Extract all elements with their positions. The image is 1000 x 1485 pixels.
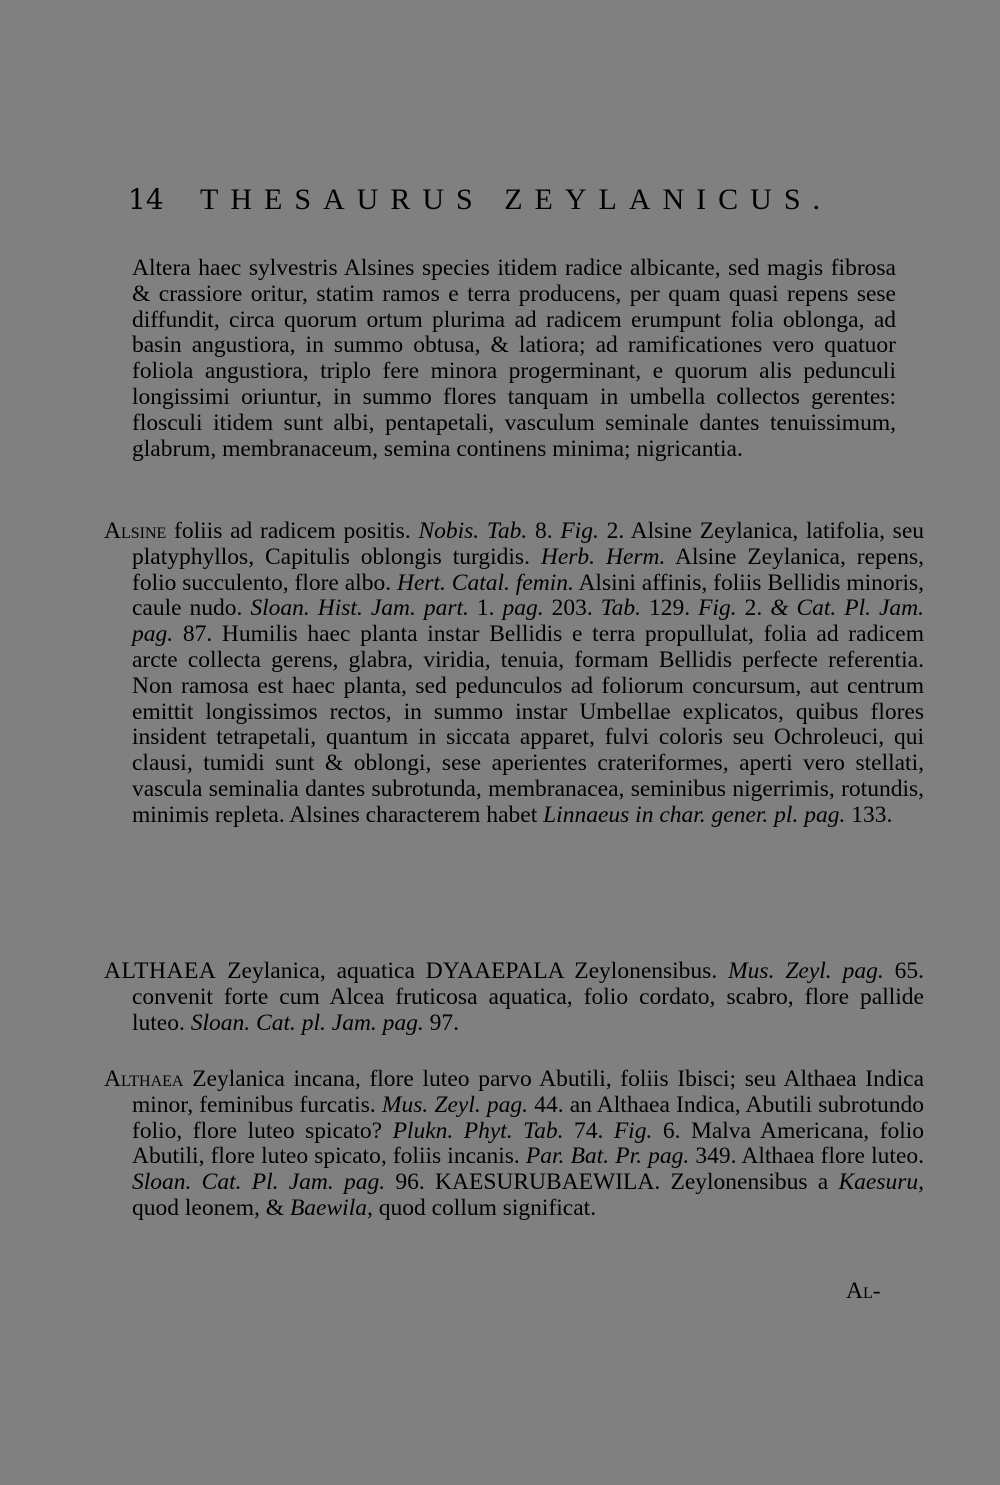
citation: Tab.: [600, 595, 641, 622]
entry-althaea-aquatica: [104, 959, 924, 1036]
entry-alsine: [104, 519, 924, 829]
running-title: THESAURUS ZEYLANICUS.: [200, 183, 833, 216]
citation: Fig.: [613, 1117, 653, 1144]
entry-text: 349. Althaea flore luteo.: [689, 1143, 925, 1170]
entry-text: 6. Malva Americana, folio Abutili, flore luteo spicato, foliis incanis.: [132, 1117, 925, 1170]
entry-text: 133.: [845, 801, 893, 828]
citation: Plukn. Phyt. Tab.: [392, 1117, 564, 1144]
entry-text: 1.: [468, 595, 503, 622]
entry-text: foliis ad radicem positis.: [166, 518, 419, 544]
entry-text: 2. Alsine Zeylanica, latifolia, seu platyphyllos, Capitulis oblongis turgidis.: [132, 518, 925, 570]
citation: Linnaeus in char. gener. pl. pag.: [543, 801, 846, 828]
entry-text: quod collum significat.: [372, 1194, 597, 1221]
page-number: 14: [128, 183, 164, 216]
entry-text: quod leonem, &: [132, 1194, 290, 1221]
catchword: Al-: [846, 1278, 881, 1304]
citation: Baewila,: [289, 1194, 373, 1221]
citation: & Cat. Pl. Jam. pag.: [132, 595, 925, 648]
entry-althaea-incana: [104, 1067, 924, 1222]
citation: Kaesuru,: [838, 1169, 924, 1196]
citation: Herb. Herm.: [540, 543, 666, 570]
citation: Fig.: [560, 518, 599, 544]
citation: pag.: [502, 595, 544, 622]
entry-lead: Alsine: [104, 518, 167, 544]
entry-text: 65. convenit forte cum Alcea fruticosa aquatica, folio cordato, scabro, flore pallide luteo.: [132, 958, 924, 1036]
page-header: [128, 180, 900, 220]
entry-text: Alsini affinis, foliis Bellidis minoris, caule nudo.: [132, 569, 925, 622]
citation: Mus. Zeyl. pag.: [728, 958, 884, 984]
paragraph-alsine-sylvestris: Altera haec sylvestris Alsines species itidem radice albicante, sed magis fibrosa & crassiore oritur, statim ramos e terra producens, per quam quasi repens sese diffundit, circa quorum ortum plurima ad radicem erumpunt folia oblonga, ad basin angustiora, in summo obtusa, & latiora; ad ramificationes vero quatuor foliola angustiora, triplo fere minora progerminant, e quorum alis pedunculi longissimi oriuntur, in summo flores tanquam in umbella collectos gerentes: flosculi itidem sunt albi, pentapetali, vasculum seminale dantes tenuissimum, glabrum, membranaceum, semina continens minima; nigricantia.: [132, 255, 896, 462]
citation: Sloan. Cat. Pl. Jam. pag.: [132, 1169, 386, 1196]
entry-lead: Althaea: [104, 1066, 184, 1092]
entry-text: 74.: [563, 1117, 614, 1144]
citation: Hert. Catal. femin.: [396, 569, 574, 596]
entry-text: 129.: [640, 595, 699, 622]
entry-text: 96. KAESURUBAEWILA. Zeylonensibus a: [385, 1169, 839, 1196]
entry-text: 8.: [527, 518, 561, 544]
entry-text: Alsine Zeylanica, repens, folio succulento, flore albo.: [132, 543, 924, 596]
entry-lead: ALTHAEA: [104, 958, 217, 984]
entry-text: Zeylanica, aquatica DYAAEPALA Zeylonensibus.: [216, 958, 729, 984]
entry-text: 2.: [736, 595, 771, 622]
citation: Nobis. Tab.: [418, 518, 528, 544]
citation: Sloan. Hist. Jam. part.: [250, 595, 469, 622]
entry-text: 44. an Althaea Indica, Abutili subrotundo folio, flore luteo spicato?: [132, 1091, 924, 1144]
entry-text: 97.: [423, 1009, 460, 1036]
citation: Par. Bat. Pr. pag.: [525, 1143, 690, 1170]
citation: Mus. Zeyl. pag.: [381, 1091, 529, 1118]
entry-text: 203.: [543, 595, 601, 622]
citation: Fig.: [698, 595, 737, 622]
citation: Sloan. Cat. pl. Jam. pag.: [190, 1009, 424, 1036]
entry-text: 87. Humilis haec planta instar Bellidis e terra propullulat, folia ad radicem arcte collecta gerens, glabra, viridia, tenuia, formam Bellidis perfecte referentia. Non ramosa est haec planta, sed pedunculos ad foliorum concursum, aut centrum emittit longissimos rectos, in summo instar Umbellae explicatos, quibus flores insident tetrapetali, quantum in siccata apparet, fulvi coloris seu Ochroleuci, qui clausi, tumidi sunt & oblongi, sese aperientes crateriformes, aperti vero stellati, vascula seminalia dantes subrotunda, membranacea, seminibus nigerrimis, rotundis, minimis repleta. Alsines characterem habet: [132, 621, 924, 828]
entry-text: Zeylanica incana, flore luteo parvo Abutili, foliis Ibisci; seu Althaea Indica minor, feminibus furcatis.: [132, 1066, 924, 1118]
